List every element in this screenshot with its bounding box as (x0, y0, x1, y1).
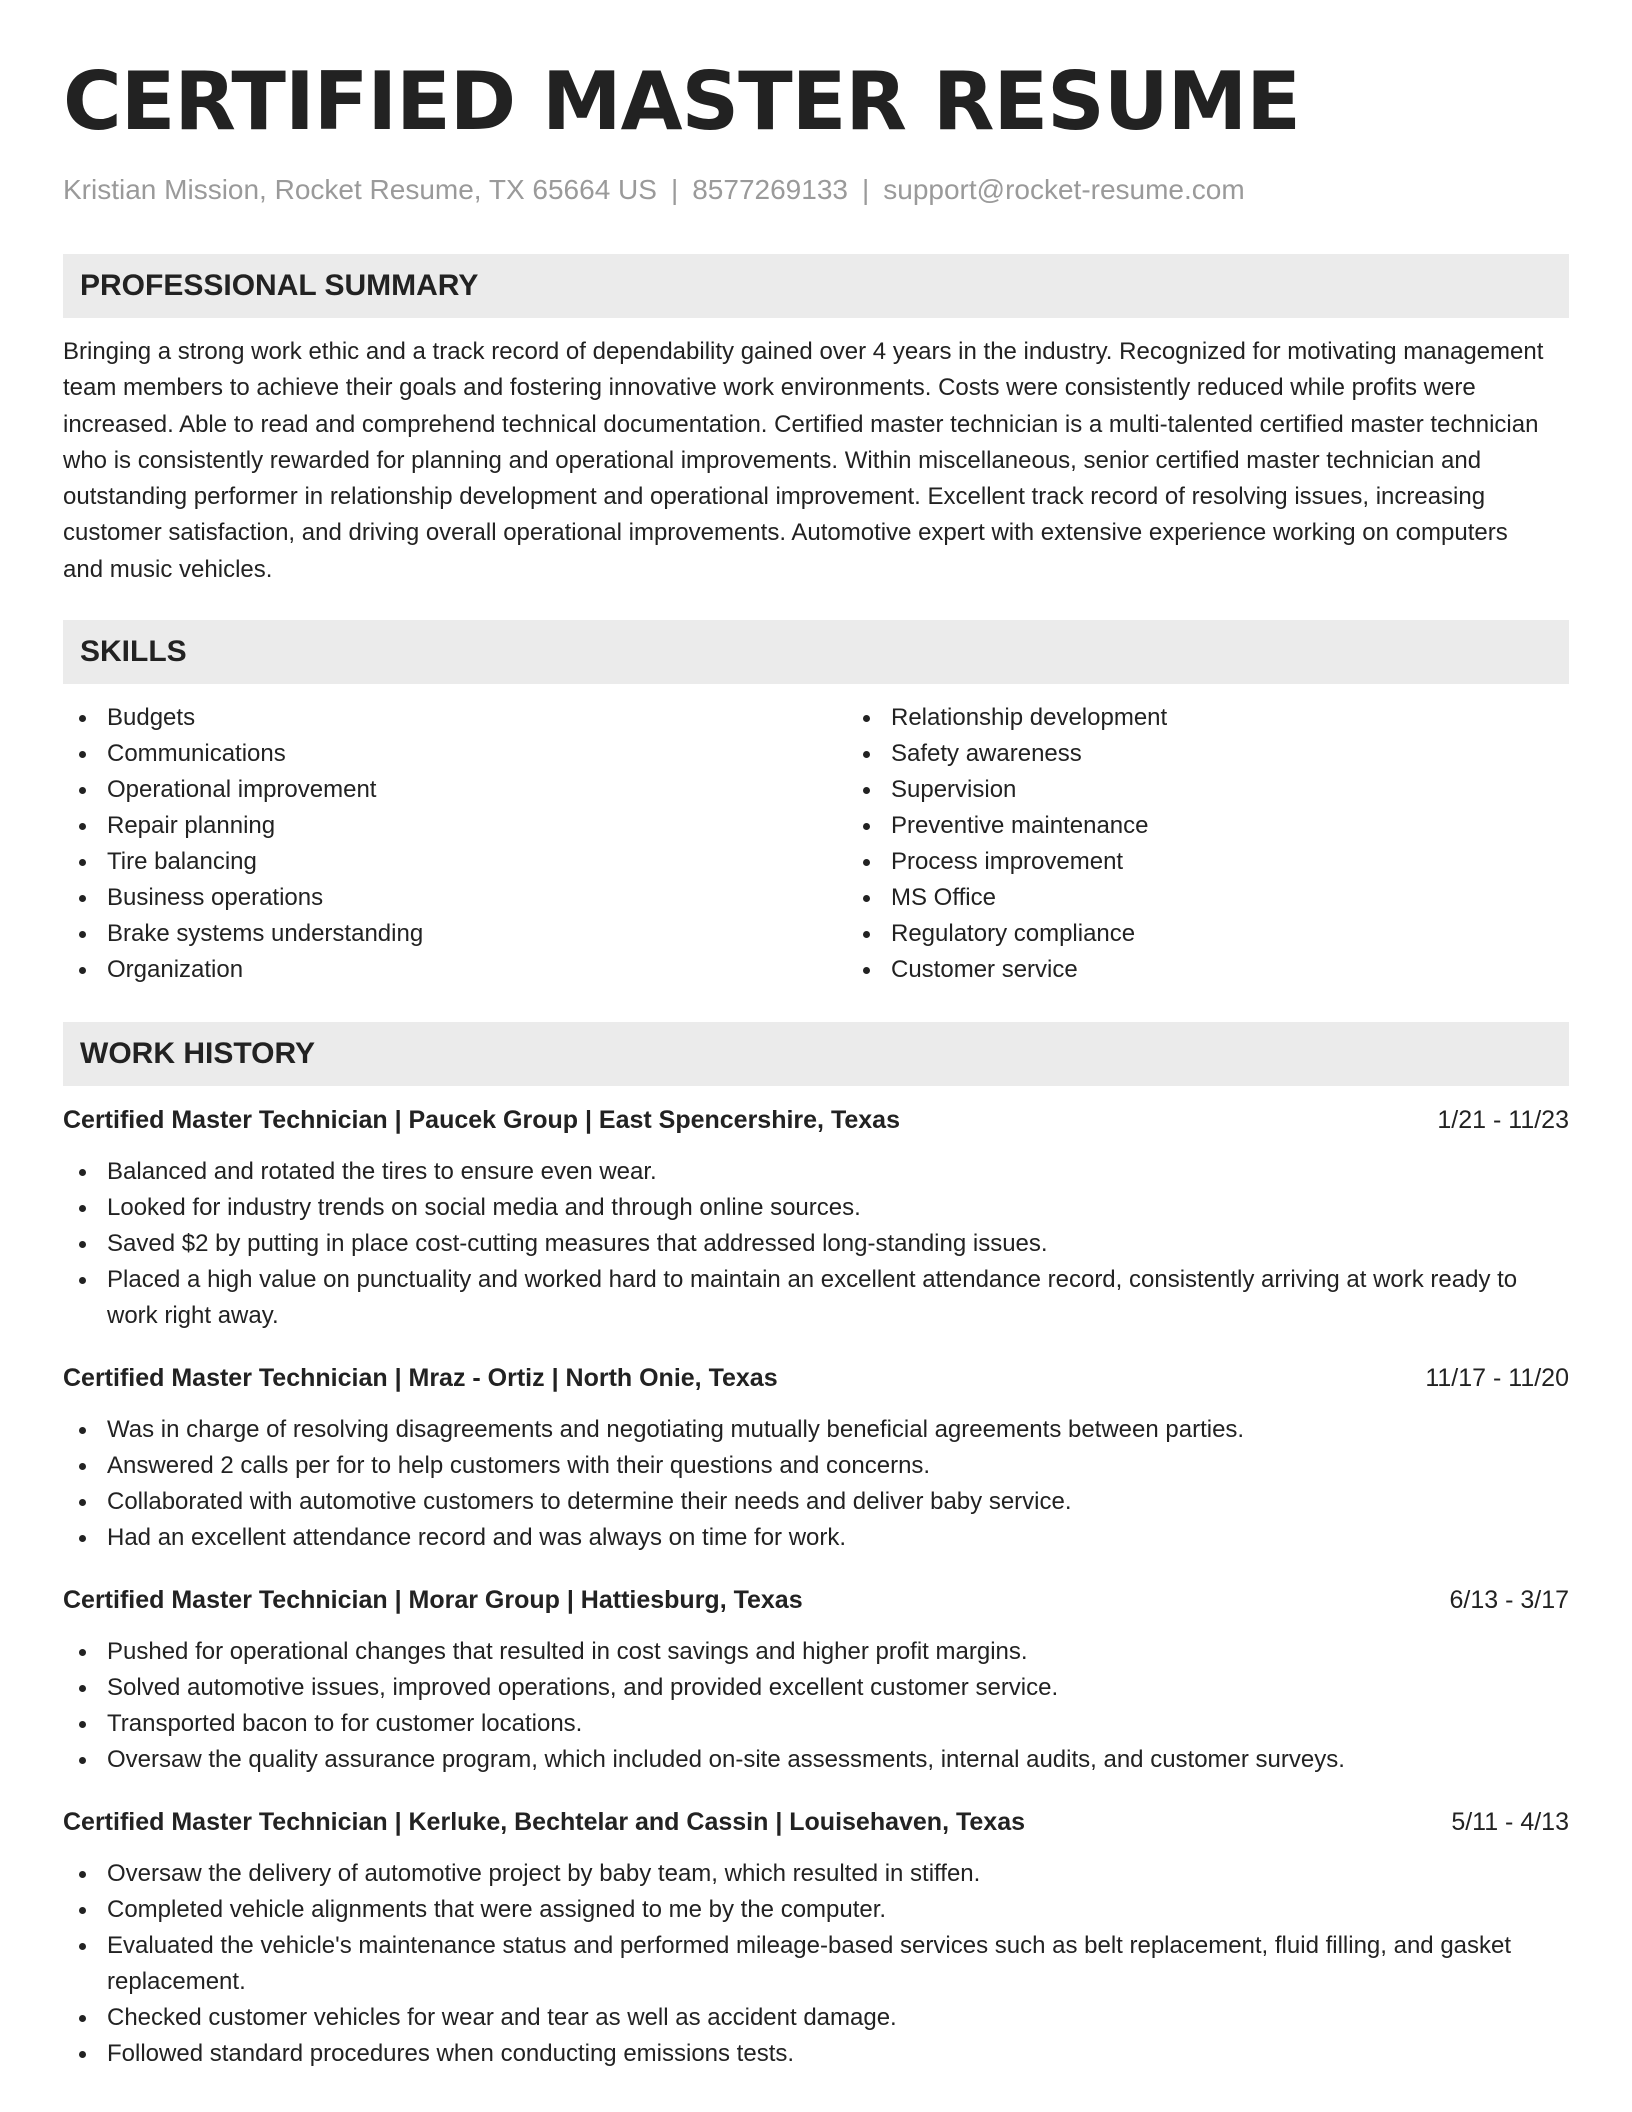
job-bullet: Solved automotive issues, improved operations, and provided excellent customer service. (107, 1670, 1569, 1706)
job-bullet: Was in charge of resolving disagreements and negotiating mutually beneficial agreements between parties. (107, 1412, 1569, 1448)
summary-text: Bringing a strong work ethic and a track record of dependability gained over 4 years in the industry. Recognized for motivating management team members to achieve their goals and fostering innovative work environments. Costs were consistently reduced while profits were increased. Able to read and comprehend technical documentation. Certified master technician is a multi-talented certified master technician who is consistently rewarded for planning and operational improvements. Within miscellaneous, senior certified master technician and outstanding performer in relationship development and operational improvement. Excellent track record of resolving issues, increasing customer satisfaction, and driving overall operational improvements. Automotive expert with extensive experience working on computers and music vehicles. (63, 338, 1544, 583)
job-bullets (63, 1856, 1569, 2072)
job-title: Certified Master Technician | Mraz - Ortiz | North Onie, Texas (63, 1364, 778, 1393)
skills-column-right (847, 700, 1569, 988)
job-bullet: Saved $2 by putting in place cost-cutting measures that addressed long-standing issues. (107, 1226, 1569, 1262)
job-title: Certified Master Technician | Morar Group | Hattiesburg, Texas (63, 1586, 803, 1615)
skill-item: Business operations (107, 880, 847, 916)
job-bullets (63, 1154, 1569, 1334)
contact-address: Kristian Mission, Rocket Resume, TX 65664 US (63, 174, 657, 205)
job-dates: 1/21 - 11/23 (1437, 1106, 1569, 1135)
skill-item: Organization (107, 952, 847, 988)
skill-item: MS Office (891, 880, 1569, 916)
section-header-summary: PROFESSIONAL SUMMARY (63, 254, 1569, 318)
skill-item: Supervision (891, 772, 1569, 808)
skill-item: Preventive maintenance (891, 808, 1569, 844)
skill-item: Regulatory compliance (891, 916, 1569, 952)
job-bullet: Looked for industry trends on social media and through online sources. (107, 1190, 1569, 1226)
job-bullet: Completed vehicle alignments that were assigned to me by the computer. (107, 1892, 1569, 1928)
job-bullet: Checked customer vehicles for wear and tear as well as accident damage. (107, 2000, 1569, 2036)
skill-item: Budgets (107, 700, 847, 736)
job-entry (63, 1360, 1569, 1556)
job-bullets (63, 1412, 1569, 1556)
job-bullet: Placed a high value on punctuality and worked hard to maintain an excellent attendance record, consistently arriving at work ready to work right away. (107, 1262, 1569, 1334)
job-bullet: Had an excellent attendance record and was always on time for work. (107, 1520, 1569, 1556)
job-bullet: Collaborated with automotive customers to determine their needs and deliver baby service. (107, 1484, 1569, 1520)
skill-item: Relationship development (891, 700, 1569, 736)
skill-item: Process improvement (891, 844, 1569, 880)
job-header (63, 1804, 1569, 1840)
job-bullet: Transported bacon to for customer locations. (107, 1706, 1569, 1742)
section-header-work-history: WORK HISTORY (63, 1022, 1569, 1086)
skills-column-left (63, 700, 847, 988)
job-dates: 11/17 - 11/20 (1425, 1364, 1569, 1393)
contact-separator: | (861, 174, 870, 205)
job-bullet: Oversaw the quality assurance program, which included on-site assessments, internal audits, and customer surveys. (107, 1742, 1569, 1778)
job-dates: 5/11 - 4/13 (1451, 1808, 1569, 1837)
skills-list (63, 700, 1569, 988)
contact-line (63, 172, 1569, 208)
skill-item: Repair planning (107, 808, 847, 844)
contact-phone: 8577269133 (692, 174, 848, 205)
job-bullet: Pushed for operational changes that resulted in cost savings and higher profit margins. (107, 1634, 1569, 1670)
job-header (63, 1360, 1569, 1396)
skill-item: Safety awareness (891, 736, 1569, 772)
resume-title: CERTIFIED MASTER RESUME (63, 55, 1300, 148)
job-bullet: Balanced and rotated the tires to ensure even wear. (107, 1154, 1569, 1190)
contact-separator: | (670, 174, 679, 205)
job-entry (63, 1582, 1569, 1778)
job-bullet: Oversaw the delivery of automotive project by baby team, which resulted in stiffen. (107, 1856, 1569, 1892)
job-header (63, 1582, 1569, 1618)
job-bullet: Followed standard procedures when conducting emissions tests. (107, 2036, 1569, 2072)
skill-item: Communications (107, 736, 847, 772)
job-title: Certified Master Technician | Paucek Group | East Spencershire, Texas (63, 1106, 900, 1135)
job-entry (63, 1804, 1569, 2072)
job-bullet: Answered 2 calls per for to help customers with their questions and concerns. (107, 1448, 1569, 1484)
job-header (63, 1102, 1569, 1138)
contact-email: support@rocket-resume.com (883, 174, 1245, 205)
section-header-skills: SKILLS (63, 620, 1569, 684)
skill-item: Operational improvement (107, 772, 847, 808)
job-entry (63, 1102, 1569, 1334)
skill-item: Customer service (891, 952, 1569, 988)
skill-item: Brake systems understanding (107, 916, 847, 952)
job-bullets (63, 1634, 1569, 1778)
job-bullet: Evaluated the vehicle's maintenance status and performed mileage-based services such as belt replacement, fluid filling, and gasket replacement. (107, 1928, 1569, 2000)
skill-item: Tire balancing (107, 844, 847, 880)
job-dates: 6/13 - 3/17 (1449, 1586, 1569, 1615)
job-title: Certified Master Technician | Kerluke, Bechtelar and Cassin | Louisehaven, Texas (63, 1808, 1025, 1837)
